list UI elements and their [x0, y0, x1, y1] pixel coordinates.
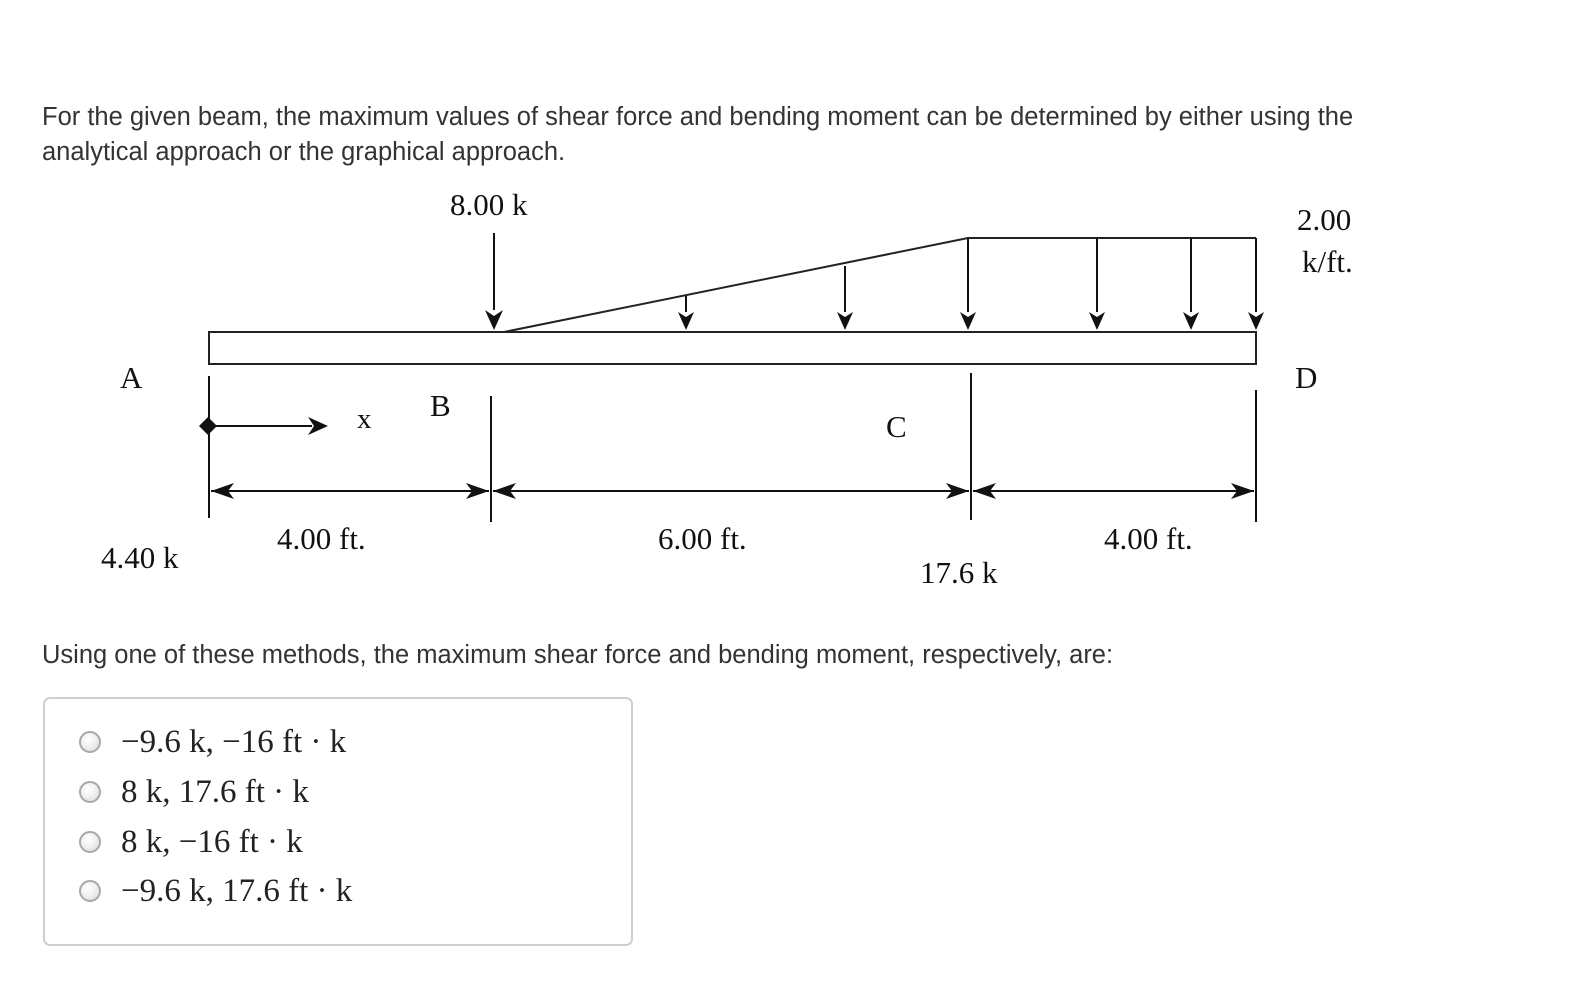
point-label-d: D — [1295, 360, 1318, 395]
answer-options — [43, 697, 633, 946]
option-4-label: −9.6 k, 17.6 ft · k — [121, 872, 353, 909]
option-3[interactable] — [79, 822, 303, 862]
option-3-radio[interactable] — [79, 831, 101, 853]
x-axis-arrow — [199, 417, 328, 435]
dimension-extension-lines — [209, 373, 1256, 522]
dimension-arrows — [211, 483, 1254, 499]
x-axis-label: x — [357, 403, 372, 435]
point-load-arrow — [485, 233, 503, 330]
option-1-radio[interactable] — [79, 731, 101, 753]
option-3-label: 8 k, −16 ft · k — [121, 823, 303, 860]
option-2[interactable] — [79, 772, 309, 812]
option-4-radio[interactable] — [79, 880, 101, 902]
point-load-label: 8.00 k — [450, 187, 528, 222]
option-2-label: 8 k, 17.6 ft · k — [121, 773, 309, 810]
distributed-load-value: 2.00 — [1297, 202, 1352, 237]
point-label-b: B — [430, 388, 451, 423]
option-2-radio[interactable] — [79, 781, 101, 803]
beam — [209, 332, 1256, 364]
reaction-a-label: 4.40 k — [101, 540, 179, 575]
reaction-c-label: 17.6 k — [920, 555, 998, 590]
distributed-load-unit: k/ft. — [1302, 244, 1353, 279]
option-1-label: −9.6 k, −16 ft · k — [121, 723, 347, 760]
problem-statement: For the given beam, the maximum values of shear force and bending moment can be determined by either using the analytical approach or the graphical approach. — [42, 103, 1354, 166]
question-prompt: Using one of these methods, the maximum shear force and bending moment, respectively, are: — [42, 641, 1114, 669]
option-4[interactable] — [79, 871, 352, 911]
span-ab-label: 4.00 ft. — [277, 521, 366, 556]
option-1[interactable] — [79, 722, 346, 762]
span-bc-label: 6.00 ft. — [658, 521, 747, 556]
span-cd-label: 4.00 ft. — [1104, 521, 1193, 556]
distributed-load-profile — [504, 238, 1256, 332]
point-label-a: A — [120, 360, 143, 395]
point-label-c: C — [886, 409, 907, 444]
distributed-load-arrows — [678, 238, 1264, 330]
